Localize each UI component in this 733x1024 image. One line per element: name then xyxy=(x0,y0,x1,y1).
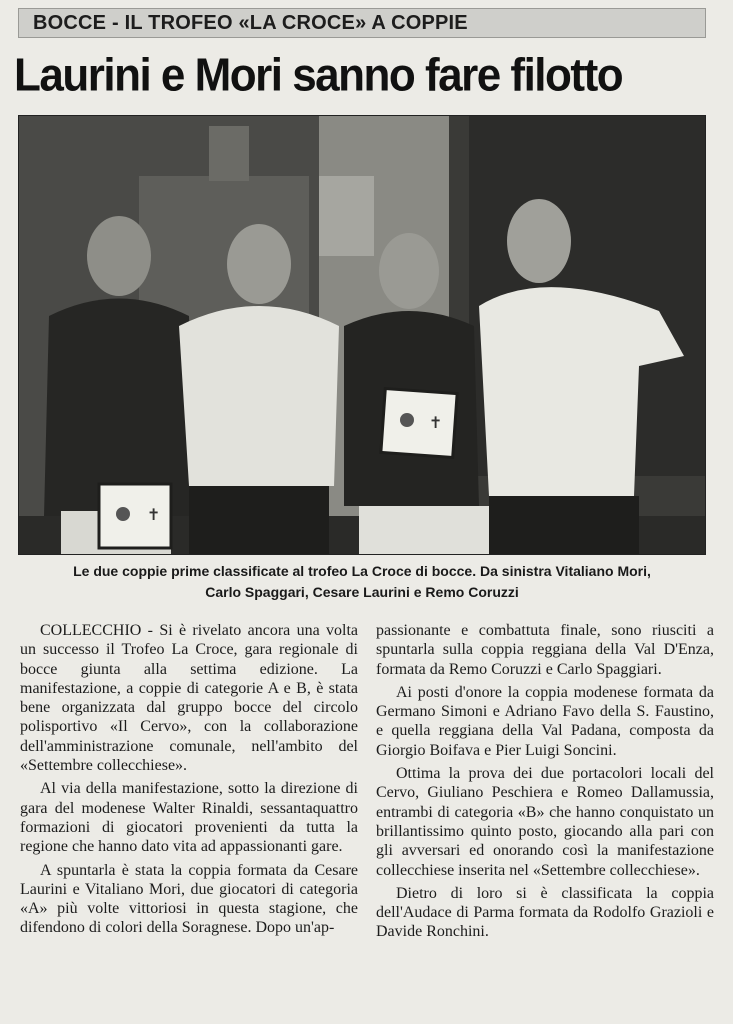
news-photo xyxy=(18,115,706,555)
article-paragraph: COLLECCHIO - Si è rivelato ancora una volta un successo il Trofeo La Croce, gara regionale di bocce giunta alla settima edizione. La manifestazione, a coppie di categorie A e B, è stata bene organizzata dal gruppo bocce del circolo polisportivo «Il Cervo», con la collaborazione dell'amministrazione comunale, nell'ambito del «Settembre collecchiese». xyxy=(20,622,358,775)
article-paragraph: Ottima la prova dei due portacolori locali del Cervo, Giuliano Peschiera e Romeo Dallamussia, entrambi di categoria «B» che hanno conquistato un brillantissimo quinto posto, giocando alla pari con gli avversari ed onorando così la manifestazione collecchiese inserita nel «Settembre collecchiese». xyxy=(376,765,714,879)
article-column-left xyxy=(20,621,358,938)
plaque-right xyxy=(381,389,457,458)
section-label-bar xyxy=(18,8,706,38)
photo-caption xyxy=(18,561,706,603)
plaque-figure-icon: ✝ xyxy=(147,505,161,524)
plaque-medal-icon xyxy=(116,507,130,521)
section-label: BOCCE - IL TROFEO «LA CROCE» A COPPIE xyxy=(33,11,468,34)
article-paragraph: Ai posti d'onore la coppia modenese formata da Germano Simoni e Adriano Favo della S. Faustino, e quella reggiana della Val Padana, composta da Giorgio Boifava e Pier Luigi Soncini. xyxy=(376,683,714,759)
photo-illustration xyxy=(19,116,706,555)
plaque-figure-icon: ✝ xyxy=(429,413,443,432)
article-paragraph: A spuntarla è stata la coppia formata da Cesare Laurini e Vitaliano Mori, due giocatori di categoria «A» più volte vittoriosi in questa stagione, che difendono di colori della Soragnese. Dopo un'ap- xyxy=(20,861,358,937)
article-paragraph: Dietro di loro si è classificata la coppia dell'Audace di Parma formata da Rodolfo Grazioli e Davide Ronchini. xyxy=(376,884,714,941)
plaque-medal-icon xyxy=(400,413,414,427)
article-column-right xyxy=(376,621,714,942)
caption-line-1: Le due coppie prime classificate al trofeo La Croce di bocce. Da sinistra Vitaliano Mori, xyxy=(73,563,651,579)
headline: Laurini e Mori sanno fare filotto xyxy=(14,49,623,102)
article-paragraph: passionante e combattuta finale, sono riusciti a spuntarla sulla coppia reggiana della Val D'Enza, formata da Remo Coruzzi e Carlo Spaggiari. xyxy=(376,622,714,678)
plaque-left xyxy=(99,484,171,548)
caption-line-2: Carlo Spaggari, Cesare Laurini e Remo Coruzzi xyxy=(205,584,519,600)
article-paragraph: Al via della manifestazione, sotto la direzione di gara del modenese Walter Rinaldi, sessantaquattro formazioni di giocatori provenienti da tutta la regione che hanno dato vita ad appassionanti gare. xyxy=(20,780,358,856)
